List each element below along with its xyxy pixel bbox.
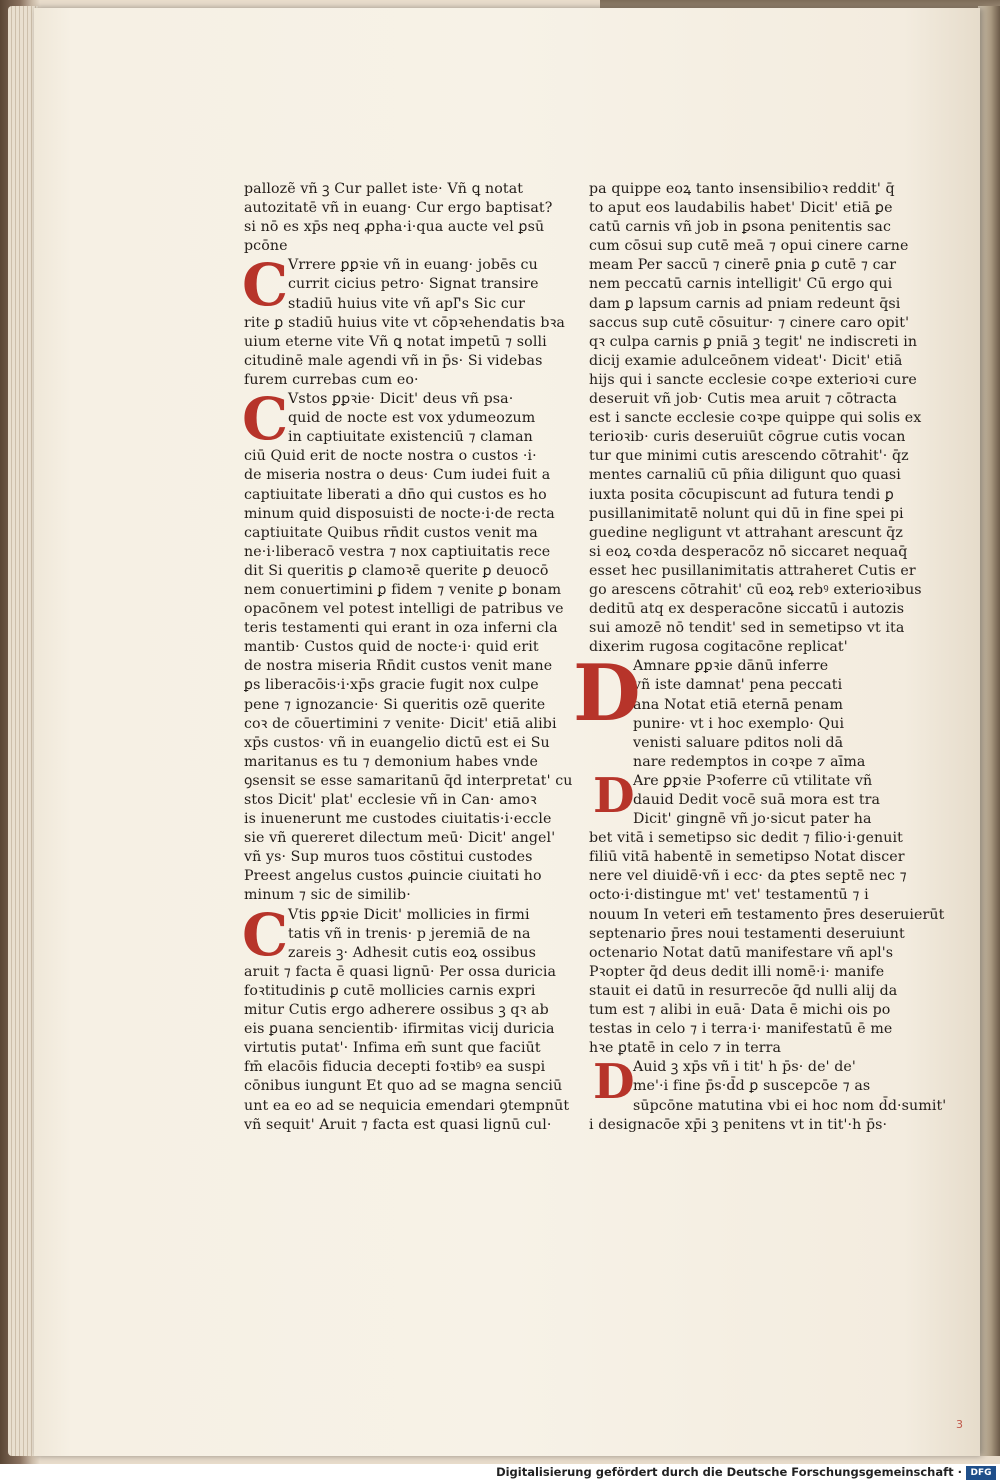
text-line: rite ꝑ stadiū huius vite vt cōpꝛehendatis bꝛa	[244, 314, 565, 331]
text-line: de miseria nostra o deus· Cum iudei fuit a	[244, 467, 551, 484]
text-line: uium eterne vite Vñ ꝗ notat impetū ⁊ solli	[244, 333, 547, 350]
text-line: minum ⁊ sic de similib·	[244, 887, 411, 904]
text-line: minum quid disposuisti de nocte·i·de recta	[244, 505, 555, 522]
rubricated-initial: C	[242, 251, 289, 320]
text-paragraph	[242, 251, 565, 390]
text-line: is inuenerunt me custodes ciuitatis·i·eccle	[244, 811, 552, 828]
text-line: tur que minimi cutis arescendo cōtrahit'· q̄z	[589, 448, 909, 465]
dfg-logo: DFG	[966, 1466, 996, 1480]
text-paragraph	[589, 1054, 947, 1134]
text-line: to aput eos laudabilis habet' Dicit' etiā ꝑe	[589, 200, 893, 217]
text-line: foꝛtitudinis ꝑ cutē mollicies carnis expri	[244, 982, 536, 999]
text-line: esset hec pusillanimitatis attraheret Cutis er	[589, 562, 916, 579]
text-line: Vtis ꝑꝑꝛie Dicit' mollicies in firmi	[288, 906, 530, 923]
text-line: si nō es xp̄s neq ꝓpha·i·qua aucte vel ꝑsū	[244, 219, 545, 236]
text-line: dicij examie adulceōnem videat'· Dicit' etiā	[589, 352, 903, 369]
text-line: Dicit' gingnē vñ jo·sicut pater ha	[633, 811, 872, 828]
text-line: terioꝛib· curis deseruiūt cōgrue cutis vocan	[589, 429, 906, 446]
text-line: cum cōsui sup cutē meā ⁊ opui cinere carne	[589, 238, 909, 255]
text-line: iuxta posita cōcupiscunt ad futura tendi ꝑ	[589, 486, 894, 503]
text-line: Are ꝑꝑꝛie Pꝛoferre cū vtilitate vñ	[633, 772, 873, 789]
text-line: mentes carnaliū cū pñia diligunt quo quasi	[589, 467, 901, 484]
page-right-edge	[978, 6, 1000, 1456]
text-line: septenario p̄res noui testamenti deseruiunt	[589, 925, 905, 942]
rubricated-initial: D	[593, 767, 635, 824]
rubricated-initial: C	[242, 900, 289, 969]
footer-bar	[0, 1464, 1000, 1483]
text-line: qꝛ culpa carnis ꝑ pniā ꝫ tegit' ne indiscreti in	[589, 333, 918, 350]
text-line: Amnare ꝑꝑꝛie dānū inferre	[633, 658, 829, 675]
text-line: hꝛe ꝑtatē in celo ⁊ in terra	[589, 1040, 782, 1057]
text-line: autozitatē vñ in euang· Cur ergo baptisat?	[244, 200, 553, 217]
rubricated-initial: D	[573, 648, 641, 740]
text-line: venisti saluare pditos noli dā	[633, 734, 844, 751]
text-line: nouum In veteri em̄ testamento p̄res deseruierūt	[589, 906, 945, 923]
text-line: opacōnem vel potest intelligi de patribus ve	[244, 601, 564, 618]
text-line: ana Notat etiā eternā penam	[633, 696, 844, 713]
text-line: pene ⁊ ignozancie· Si queritis ozē querite	[244, 696, 546, 713]
text-line: stos Dicit' plat' ecclesie vñ in Can· amoꝛ	[244, 792, 537, 808]
text-line: pusillanimitatē nolunt qui dū in fine spei pi	[589, 505, 904, 522]
text-line: vñ ys· Sup muros tuos cōstitui custodes	[244, 849, 533, 866]
text-line: mitur Cutis ergo adherere ossibus ꝫ qꝛ ab	[244, 1002, 549, 1019]
text-line: dit Si queritis ꝑ clamoꝛē querite ꝑ deuocō	[244, 562, 549, 579]
text-line: vñ iste damnat' pena peccati	[633, 677, 843, 694]
text-line: ciū Quid erit de nocte nostra o custos ·i·	[244, 448, 537, 465]
text-line: Pꝛopter q̄d deus dedit illi nomē·i· manife	[589, 963, 885, 980]
text-line: me'·i fine p̄s·d̄d ꝑ suscepcōe ⁊ as	[633, 1078, 871, 1095]
text-line: tum est ⁊ alibi in euā· Data ē michi ois po	[589, 1002, 891, 1019]
text-line: sie vñ quereret dilectum meū· Dicit' angel'	[244, 830, 556, 847]
text-line: captiuitate liberati a dn̄o qui custos es ho	[244, 486, 547, 503]
text-line: pallozẽ vñ ꝫ Cur pallet iste· Vñ ꝗ notat	[244, 181, 524, 197]
text-line: ne·i·liberacō vestra ⁊ nox captiuitatis rece	[244, 543, 551, 560]
text-line: Vrrere ꝑꝑꝛie vñ in euang· jobēs cu	[288, 257, 538, 274]
text-line: octenario Notat datū manifestare vñ apl's	[589, 944, 894, 961]
text-line: currit cicius petro· Signat transire	[288, 276, 539, 293]
text-line: coꝛ de cōuertimini ⁊ venite· Dicit' etiā alibi	[244, 715, 557, 732]
text-line: fm̄ elacōis fiducia decepti foꝛtibꝰ ea suspi	[244, 1059, 546, 1076]
text-line: ꝯsensit se esse samaritanū q̄d interpretat' cu	[244, 772, 573, 789]
text-line: nem conuertimini ꝑ fidem ⁊ venite ꝑ bonam	[244, 581, 562, 598]
text-line: tatis vñ in trenis· p jeremiā de na	[288, 925, 531, 942]
text-line: meam Per saccū ⁊ cinerē ꝑnia ꝑ cutē ⁊ car	[589, 257, 897, 274]
text-line: in captiuitate existenciū ⁊ claman	[288, 429, 533, 446]
text-line: i designacōe xp̄i ꝫ penitens vt in tit'·h p̄s·	[589, 1116, 888, 1133]
text-line: pcōne	[244, 238, 288, 255]
text-line: furem currebas cum eo·	[244, 371, 419, 388]
text-line: cōnibus iungunt Et quo ad se magna senciū	[244, 1078, 563, 1095]
text-line: deseruit vñ job· Cutis mea aruit ⁊ cōtracta	[589, 391, 897, 408]
text-line: nare redemptos in coꝛpe ⁊ aīma	[633, 753, 866, 770]
text-line: stauit ei datū in resurrecōe q̄d nulli alij da	[589, 982, 898, 999]
text-line: quid de nocte est vox ydumeozum	[288, 410, 536, 427]
text-line: nem peccatū carnis intelligit' Cū ergo qui	[589, 276, 893, 293]
text-line: dam ꝑ lapsum carnis ad pniam redeunt q̄si	[589, 295, 901, 312]
text-line: virtutis putat'· Infima em̄ sunt que faciūt	[244, 1040, 541, 1057]
text-paragraph	[244, 180, 553, 256]
text-line: Auid ꝫ xp̄s vñ i tit' h p̄s· de' de'	[633, 1059, 856, 1076]
text-line: nere vel diuidē·vñ i ecc· da ꝑtes septē nec ⁊	[589, 868, 907, 885]
text-line: aruit ⁊ facta ē quasi lignū· Per ossa duricia	[244, 963, 557, 980]
folio-mark: 3	[956, 1418, 963, 1431]
text-line: si eoꝝ coꝛda desperacōz nō siccaret nequaq̄	[589, 543, 908, 560]
text-paragraph	[573, 648, 885, 772]
text-line: testas in celo ⁊ i terra·i· manifestatū ē me	[589, 1021, 893, 1038]
text-paragraph	[242, 385, 573, 906]
text-line: deditū atq ex desperacōne siccatū i autozis	[589, 601, 905, 618]
text-line: ꝑs liberacōis·i·xp̄s gracie fugit nox culpe	[244, 677, 539, 694]
text-column-right	[573, 180, 947, 1135]
text-line: eis ꝑuana sencientib· ifirmitas vicij duricia	[244, 1021, 555, 1038]
text-line: saccus sup cutē cōsuitur· ⁊ cinere caro opit'	[589, 314, 910, 331]
text-line: citudinē male agendi vñ in p̄s· Si videbas	[244, 352, 543, 369]
text-line: stadiū huius vite vñ apl'̄s Sic cur	[288, 295, 526, 312]
footer-credit: Digitalisierung gefördert durch die Deutsche Forschungsgemeinschaft ·	[496, 1465, 962, 1479]
rubricated-initial: D	[593, 1054, 635, 1111]
text-line: captiuitate Quibus rn̄dit custos venit ma	[244, 524, 538, 541]
text-line: vñ sequit' Aruit ⁊ facta est quasi lignū cul·	[244, 1116, 552, 1133]
text-line: sui amozē nō tendit' sed in semetipso vt ita	[589, 620, 905, 637]
text-line: unt ea eo ad se nequicia emendari ꝯtempnūt	[244, 1097, 570, 1114]
text-line: bet vitā i semetipso sic dedit ⁊ filio·i·genuit	[589, 830, 903, 847]
text-line: guedine negligunt vt attrahant arescunt q̄z	[589, 524, 903, 541]
text-line: sūpcōne matutina vbi ei hoc nom d̄d·sumit'	[633, 1097, 947, 1114]
text-line: mantib· Custos quid de nocte·i· quid erit	[244, 639, 539, 656]
text-line: punire· vt i hoc exemplo· Qui	[633, 715, 845, 732]
text-line: hijs qui i sancte ecclesie coꝛpe exterioꝛi cure	[589, 371, 917, 388]
text-line: xp̄s custos· vñ in euangelio dictū est ei Su	[244, 734, 550, 751]
text-line: go arescens cōtrahit' cū eoꝝ rebꝰ exterioꝛibus	[589, 581, 922, 598]
text-line: catū carnis vñ job in ꝑsona penitentis sac	[589, 219, 892, 236]
text-paragraph	[589, 767, 945, 1058]
text-line: maritanus es tu ⁊ demonium habes vnde	[244, 753, 538, 770]
text-line: dixerim rugosa cogitacōne replicat'	[589, 639, 848, 656]
text-line: dauid Dedit vocē suā mora est tra	[633, 792, 881, 808]
rubricated-initial: C	[242, 385, 289, 454]
text-line: est i sancte ecclesie coꝛpe quippe qui solis ex	[589, 410, 922, 427]
text-line: filiū vitā habentē in semetipso Notat discer	[589, 849, 905, 866]
text-line: de nostra miseria Rn̄dit custos venit mane	[244, 658, 553, 675]
text-line: octo·i·distingue mt' vet' testamentū ⁊ i	[589, 887, 869, 904]
text-line: Preest angelus custos ꝓuincie ciuitati ho	[244, 868, 542, 885]
text-paragraph	[242, 900, 570, 1135]
text-line: Vstos ꝑꝑꝛie· Dicit' deus vñ psa·	[288, 391, 514, 408]
text-line: pa quippe eoꝝ tanto insensibilioꝛ reddit' q̄	[589, 181, 895, 197]
text-paragraph	[589, 180, 922, 657]
text-column-left	[242, 180, 573, 1135]
text-line: teris testamenti qui erant in oza inferni cla	[244, 620, 558, 637]
text-line: zareis ꝫ· Adhesit cutis eoꝝ ossibus	[288, 944, 537, 961]
